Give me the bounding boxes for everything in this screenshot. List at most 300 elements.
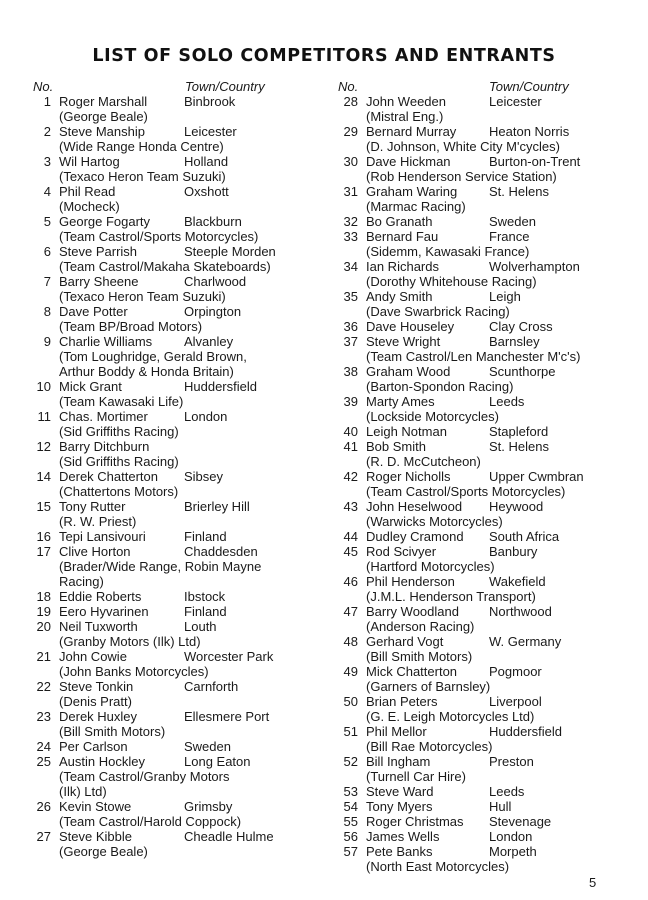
competitor-name: Gerhard Vogt xyxy=(366,634,444,649)
competitor-town: Sweden xyxy=(489,214,536,229)
competitor-name: Dave Potter xyxy=(59,304,128,319)
competitor-details xyxy=(366,319,638,334)
entrant-line: Racing) xyxy=(59,574,104,589)
competitor-details xyxy=(366,724,638,754)
competitor-entry xyxy=(338,259,638,289)
competitor-line xyxy=(366,604,638,619)
competitor-line xyxy=(366,364,638,379)
entrant-line: (Sid Griffiths Racing) xyxy=(59,424,179,439)
competitor-name: John Cowie xyxy=(59,649,127,664)
competitor-details xyxy=(59,124,323,154)
competitor-details xyxy=(59,709,323,739)
entrant-line: (Granby Motors (Ilk) Ltd) xyxy=(59,634,201,649)
competitor-details xyxy=(59,739,323,754)
competitor-details xyxy=(366,694,638,724)
competitor-name: Tony Myers xyxy=(366,799,433,814)
competitor-details xyxy=(366,844,638,874)
competitor-entry xyxy=(338,844,638,874)
competitor-entry xyxy=(33,799,323,829)
competitor-details xyxy=(59,619,323,649)
competitor-number: 34 xyxy=(343,259,358,274)
competitor-entry xyxy=(338,439,638,469)
competitor-entry xyxy=(338,604,638,634)
competitor-entry xyxy=(338,664,638,694)
entrant-line: (Warwicks Motorcycles) xyxy=(366,514,503,529)
entrant-line: (Brader/Wide Range, Robin Mayne xyxy=(59,559,262,574)
competitor-line xyxy=(366,724,638,739)
entrant-line: (Tom Loughridge, Gerald Brown, xyxy=(59,349,247,364)
competitor-number: 52 xyxy=(343,754,358,769)
competitor-town: Long Eaton xyxy=(184,754,251,769)
entrant-line: (Dave Swarbrick Racing) xyxy=(366,304,510,319)
competitor-details xyxy=(366,334,638,364)
entrant-line: (Team Castrol/Sports Motorcycles) xyxy=(366,484,566,499)
competitor-town: Northwood xyxy=(489,604,552,619)
competitor-entry xyxy=(33,124,323,154)
entrant-line: (Denis Pratt) xyxy=(59,694,132,709)
competitor-name: Rod Scivyer xyxy=(366,544,437,559)
competitor-details xyxy=(366,214,638,229)
competitor-details xyxy=(366,259,638,289)
competitor-entry xyxy=(33,244,323,274)
competitor-details xyxy=(59,409,323,439)
entrant-line: (Turnell Car Hire) xyxy=(366,769,466,784)
competitor-entry xyxy=(338,724,638,754)
competitor-line xyxy=(59,709,323,724)
competitor-line xyxy=(366,469,638,484)
competitor-line xyxy=(366,694,638,709)
competitor-name: George Fogarty xyxy=(59,214,151,229)
competitor-town: Clay Cross xyxy=(489,319,553,334)
competitor-name: Dudley Cramond xyxy=(366,529,464,544)
competitor-entry xyxy=(33,649,323,679)
entrant-line: (Bill Rae Motorcycles) xyxy=(366,739,493,754)
competitor-details xyxy=(366,574,638,604)
competitor-name: Kevin Stowe xyxy=(59,799,132,814)
entrant-line: (Hartford Motorcycles) xyxy=(366,559,495,574)
competitor-details xyxy=(366,544,638,574)
competitor-details xyxy=(59,829,323,859)
competitor-name: Andy Smith xyxy=(366,289,433,304)
competitor-line xyxy=(59,649,323,664)
competitor-entry xyxy=(338,229,638,259)
competitor-entry xyxy=(338,124,638,154)
competitor-number: 48 xyxy=(343,634,358,649)
competitor-number: 46 xyxy=(343,574,358,589)
competitor-number: 32 xyxy=(343,214,358,229)
competitor-town: Upper Cwmbran xyxy=(489,469,584,484)
town-country-header: Town/Country xyxy=(185,79,265,94)
competitor-number: 29 xyxy=(343,124,358,139)
competitor-entry xyxy=(33,214,323,244)
competitor-name: Eero Hyvarinen xyxy=(59,604,149,619)
competitor-town: Finland xyxy=(184,529,227,544)
competitor-number: 39 xyxy=(343,394,358,409)
competitor-number: 7 xyxy=(43,274,51,289)
competitor-line xyxy=(366,319,638,334)
competitor-line xyxy=(366,424,638,439)
competitor-number: 24 xyxy=(36,739,51,754)
competitor-number: 1 xyxy=(43,94,51,109)
competitor-line xyxy=(59,754,323,769)
column-header xyxy=(338,79,638,94)
entrant-line: (Team Castrol/Makaha Skateboards) xyxy=(59,259,271,274)
competitor-number: 31 xyxy=(343,184,358,199)
competitor-name: Barry Woodland xyxy=(366,604,459,619)
competitor-number: 27 xyxy=(36,829,51,844)
competitor-entry xyxy=(338,319,638,334)
competitor-line xyxy=(59,739,323,754)
competitor-town: Sibsey xyxy=(184,469,224,484)
competitor-number: 33 xyxy=(343,229,358,244)
competitor-name: Leigh Notman xyxy=(366,424,447,439)
competitor-line xyxy=(59,154,323,169)
entrant-line: (Team Castrol/Granby Motors xyxy=(59,769,230,784)
competitor-entry xyxy=(338,829,638,844)
competitor-number: 56 xyxy=(343,829,358,844)
competitor-name: Steve Ward xyxy=(366,784,434,799)
entrant-line: (Texaco Heron Team Suzuki) xyxy=(59,289,226,304)
competitor-town: Alvanley xyxy=(184,334,234,349)
entrant-line: (Mistral Eng.) xyxy=(366,109,444,124)
competitor-number: 41 xyxy=(343,439,358,454)
competitor-entry xyxy=(33,544,323,589)
competitor-town: Scunthorpe xyxy=(489,364,556,379)
competitor-name: Graham Waring xyxy=(366,184,458,199)
competitor-entry xyxy=(33,739,323,754)
competitor-entry xyxy=(33,589,323,604)
competitor-entry xyxy=(338,544,638,574)
competitor-town: Cheadle Hulme xyxy=(184,829,274,844)
competitor-number: 21 xyxy=(36,649,51,664)
entrant-line: (Barton-Spondon Racing) xyxy=(366,379,514,394)
competitor-number: 35 xyxy=(343,289,358,304)
number-header: No. xyxy=(33,79,54,94)
competitor-name: Steve Kibble xyxy=(59,829,132,844)
competitor-entry xyxy=(33,274,323,304)
competitor-name: Roger Marshall xyxy=(59,94,148,109)
competitor-name: Eddie Roberts xyxy=(59,589,142,604)
competitor-name: Steve Tonkin xyxy=(59,679,134,694)
entrant-line: (Lockside Motorcycles) xyxy=(366,409,499,424)
competitor-town: St. Helens xyxy=(489,439,549,454)
competitor-details xyxy=(366,394,638,424)
competitor-line xyxy=(59,409,323,424)
competitor-line xyxy=(366,754,638,769)
competitor-entry xyxy=(338,154,638,184)
competitor-entry xyxy=(33,439,323,469)
competitor-town: South Africa xyxy=(489,529,560,544)
competitor-name: Phil Read xyxy=(59,184,116,199)
entrant-line: Arthur Boddy & Honda Britain) xyxy=(59,364,234,379)
entrant-line: (Sidemm, Kawasaki France) xyxy=(366,244,530,259)
competitor-line xyxy=(59,244,323,259)
competitor-entry xyxy=(338,214,638,229)
competitor-number: 36 xyxy=(343,319,358,334)
competitor-line xyxy=(366,259,638,274)
competitor-entry xyxy=(33,409,323,439)
competitor-number: 40 xyxy=(343,424,358,439)
competitor-town: France xyxy=(489,229,530,244)
competitor-line xyxy=(59,94,323,109)
competitor-town: Wolverhampton xyxy=(489,259,580,274)
competitor-entry xyxy=(338,799,638,814)
competitor-line xyxy=(366,844,638,859)
competitor-town: Charlwood xyxy=(184,274,247,289)
competitor-town: Orpington xyxy=(184,304,242,319)
competitor-town: Louth xyxy=(184,619,217,634)
competitor-line xyxy=(366,394,638,409)
entrant-line: (Bill Smith Motors) xyxy=(366,649,473,664)
competitor-entry xyxy=(33,529,323,544)
competitor-entry xyxy=(33,334,323,379)
competitor-town: Stevenage xyxy=(489,814,552,829)
competitor-town: Burton-on-Trent xyxy=(489,154,581,169)
competitor-entry xyxy=(338,499,638,529)
competitor-line xyxy=(366,574,638,589)
competitor-town: Banbury xyxy=(489,544,538,559)
competitor-line xyxy=(366,529,638,544)
competitor-number: 42 xyxy=(343,469,358,484)
competitor-line xyxy=(366,784,638,799)
competitor-line xyxy=(59,544,323,559)
competitor-name: Phil Henderson xyxy=(366,574,455,589)
competitor-line xyxy=(59,274,323,289)
competitor-number: 49 xyxy=(343,664,358,679)
competitor-number: 57 xyxy=(343,844,358,859)
competitor-name: Barry Ditchburn xyxy=(59,439,150,454)
competitor-town: Heywood xyxy=(489,499,544,514)
competitor-town xyxy=(184,439,323,454)
competitor-line xyxy=(366,154,638,169)
competitor-town: Leeds xyxy=(489,784,525,799)
competitor-name: Dave Hickman xyxy=(366,154,451,169)
competitor-town: Liverpool xyxy=(489,694,542,709)
competitor-entry xyxy=(338,394,638,424)
competitor-town: Leigh xyxy=(489,289,521,304)
competitor-details xyxy=(59,379,323,409)
competitor-entry xyxy=(33,94,323,124)
competitor-name: Tony Rutter xyxy=(59,499,126,514)
competitor-name: Mick Grant xyxy=(59,379,122,394)
competitor-number: 14 xyxy=(36,469,51,484)
competitor-number: 23 xyxy=(36,709,51,724)
entrant-line: (Team Kawasaki Life) xyxy=(59,394,184,409)
competitor-line xyxy=(59,679,323,694)
competitor-number: 53 xyxy=(343,784,358,799)
competitor-number: 20 xyxy=(36,619,51,634)
entrant-line: (Marmac Racing) xyxy=(366,199,466,214)
competitor-details xyxy=(366,814,638,829)
competitor-number: 55 xyxy=(343,814,358,829)
competitor-line xyxy=(59,589,323,604)
competitor-line xyxy=(59,499,323,514)
competitor-details xyxy=(366,499,638,529)
competitor-name: Ian Richards xyxy=(366,259,439,274)
competitor-number: 30 xyxy=(343,154,358,169)
competitor-line xyxy=(59,304,323,319)
competitor-town: Chaddesden xyxy=(184,544,258,559)
competitor-details xyxy=(59,214,323,244)
competitor-details xyxy=(366,754,638,784)
entrant-line: (Team Castrol/Harold Coppock) xyxy=(59,814,242,829)
entrant-line: (Texaco Heron Team Suzuki) xyxy=(59,169,226,184)
competitor-name: Tepi Lansivouri xyxy=(59,529,146,544)
competitor-details xyxy=(59,589,323,604)
competitor-details xyxy=(366,529,638,544)
competitor-town: Leeds xyxy=(489,394,525,409)
entrant-line: (Mocheck) xyxy=(59,199,120,214)
competitor-line xyxy=(366,799,638,814)
competitor-line xyxy=(366,289,638,304)
page-title: LIST OF SOLO COMPETITORS AND ENTRANTS xyxy=(92,46,556,66)
competitor-line xyxy=(366,544,638,559)
competitor-town: London xyxy=(184,409,228,424)
competitor-details xyxy=(59,94,323,124)
entrant-line: (North East Motorcycles) xyxy=(366,859,510,874)
competitor-details xyxy=(366,154,638,184)
competitor-name: John Heselwood xyxy=(366,499,463,514)
competitor-number: 17 xyxy=(36,544,51,559)
competitor-town: Hull xyxy=(489,799,512,814)
entrant-line: (Team Castrol/Len Manchester M'c's) xyxy=(366,349,581,364)
competitor-entry xyxy=(33,184,323,214)
competitor-number: 22 xyxy=(36,679,51,694)
competitor-entry xyxy=(33,679,323,709)
competitor-name: Bill Ingham xyxy=(366,754,431,769)
competitor-town: Carnforth xyxy=(184,679,239,694)
competitor-town: Pogmoor xyxy=(489,664,542,679)
competitor-town: Finland xyxy=(184,604,227,619)
competitor-entry xyxy=(33,379,323,409)
competitor-details xyxy=(59,529,323,544)
competitor-details xyxy=(59,244,323,274)
competitor-town: Blackburn xyxy=(184,214,242,229)
competitor-entry xyxy=(33,469,323,499)
competitor-line xyxy=(59,829,323,844)
competitor-name: James Wells xyxy=(366,829,440,844)
competitor-line xyxy=(59,439,323,454)
competitor-details xyxy=(59,184,323,214)
competitor-details xyxy=(366,829,638,844)
competitor-name: Steve Manship xyxy=(59,124,145,139)
competitor-line xyxy=(59,184,323,199)
competitor-town: Worcester Park xyxy=(184,649,274,664)
competitor-entry xyxy=(338,529,638,544)
entrant-line: (Team Castrol/Sports Motorcycles) xyxy=(59,229,259,244)
competitor-details xyxy=(366,94,638,124)
competitor-name: Derek Huxley xyxy=(59,709,138,724)
competitor-town: London xyxy=(489,829,533,844)
competitor-line xyxy=(366,634,638,649)
competitor-details xyxy=(366,784,638,799)
competitor-town: Barnsley xyxy=(489,334,540,349)
competitor-entry xyxy=(338,694,638,724)
competitor-entry xyxy=(338,814,638,829)
competitor-entry xyxy=(33,154,323,184)
town-country-header: Town/Country xyxy=(489,79,569,94)
entrant-line: (John Banks Motorcycles) xyxy=(59,664,209,679)
competitor-entry xyxy=(338,754,638,784)
competitor-entry xyxy=(338,574,638,604)
competitor-entry xyxy=(338,334,638,364)
competitor-details xyxy=(59,154,323,184)
competitor-details xyxy=(59,334,323,379)
competitor-details xyxy=(366,439,638,469)
competitor-town: Huddersfield xyxy=(184,379,257,394)
competitor-number: 51 xyxy=(343,724,358,739)
competitor-details xyxy=(366,604,638,634)
competitor-entry xyxy=(33,754,323,799)
competitor-town: W. Germany xyxy=(489,634,562,649)
competitor-entry xyxy=(338,364,638,394)
competitor-number: 12 xyxy=(36,439,51,454)
competitor-list xyxy=(338,94,638,874)
competitor-entry xyxy=(338,634,638,664)
competitor-entry xyxy=(338,784,638,799)
competitor-town: Wakefield xyxy=(489,574,546,589)
competitor-line xyxy=(366,334,638,349)
competitor-town: Huddersfield xyxy=(489,724,562,739)
entrant-line: (Dorothy Whitehouse Racing) xyxy=(366,274,537,289)
competitor-line xyxy=(366,664,638,679)
competitor-name: Steve Wright xyxy=(366,334,441,349)
competitor-number: 9 xyxy=(43,334,51,349)
competitor-line xyxy=(59,529,323,544)
competitor-name: Neil Tuxworth xyxy=(59,619,138,634)
competitor-town: Morpeth xyxy=(489,844,537,859)
competitor-town: Leicester xyxy=(184,124,237,139)
competitor-town: Leicester xyxy=(489,94,542,109)
competitor-number: 45 xyxy=(343,544,358,559)
competitor-name: John Weeden xyxy=(366,94,446,109)
competitor-details xyxy=(366,124,638,154)
competitor-town: Holland xyxy=(184,154,229,169)
competitor-details xyxy=(59,799,323,829)
competitor-line xyxy=(366,214,638,229)
competitor-entry xyxy=(338,289,638,319)
competitor-entry xyxy=(33,499,323,529)
competitor-details xyxy=(366,229,638,259)
competitor-entry xyxy=(338,469,638,499)
competitor-details xyxy=(59,679,323,709)
competitor-entry xyxy=(33,829,323,859)
competitor-entry xyxy=(33,604,323,619)
competitor-number: 25 xyxy=(36,754,51,769)
competitor-details xyxy=(366,664,638,694)
competitor-number: 4 xyxy=(43,184,51,199)
entrant-line: (Ilk) Ltd) xyxy=(59,784,107,799)
competitor-number: 47 xyxy=(343,604,358,619)
competitor-name: Roger Nicholls xyxy=(366,469,451,484)
competitor-name: Pete Banks xyxy=(366,844,433,859)
competitor-line xyxy=(366,184,638,199)
page-number: 5 xyxy=(589,875,597,890)
competitor-line xyxy=(59,124,323,139)
competitor-number: 38 xyxy=(343,364,358,379)
competitor-details xyxy=(59,469,323,499)
competitor-details xyxy=(366,424,638,439)
entrant-line: (Chattertons Motors) xyxy=(59,484,179,499)
competitor-line xyxy=(366,814,638,829)
competitor-line xyxy=(366,124,638,139)
entrant-line: (George Beale) xyxy=(59,844,148,859)
competitor-number: 44 xyxy=(343,529,358,544)
competitor-name: Graham Wood xyxy=(366,364,451,379)
competitor-number: 3 xyxy=(43,154,51,169)
entrant-line: (Bill Smith Motors) xyxy=(59,724,166,739)
competitor-town: Binbrook xyxy=(184,94,236,109)
